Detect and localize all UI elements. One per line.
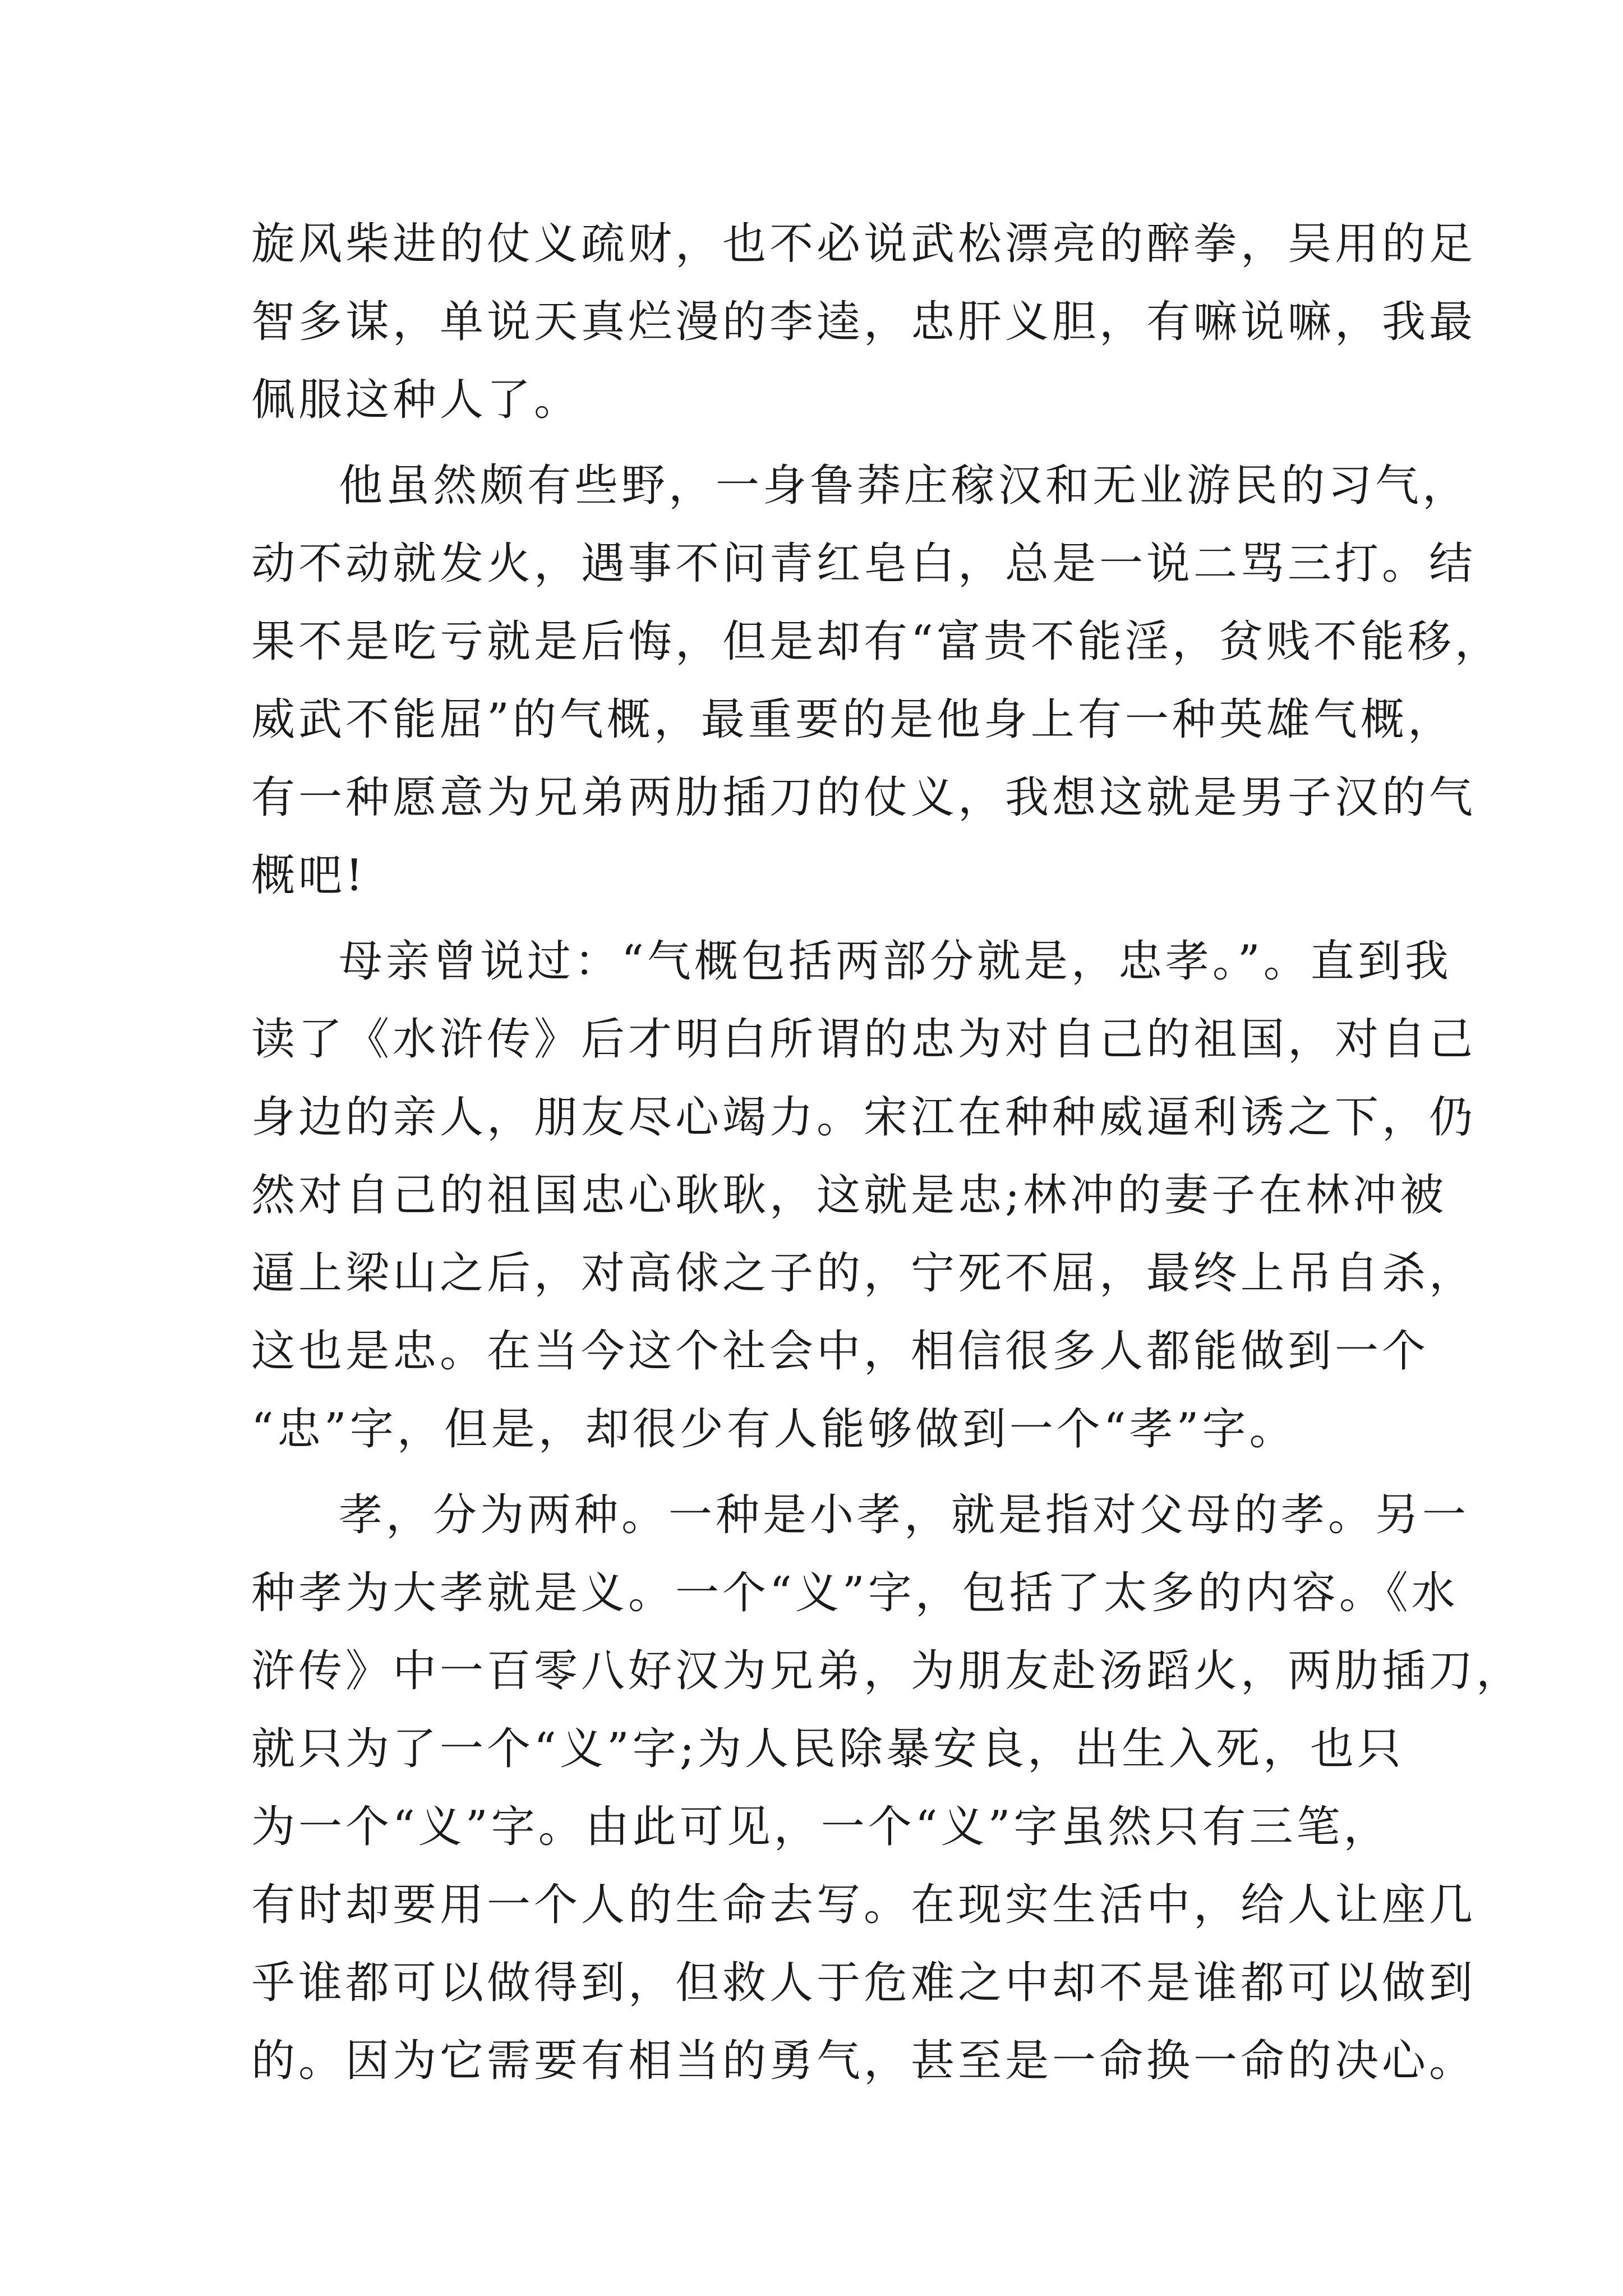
- text-line: 然对自己的祖国忠心耿耿，这就是忠;林冲的妻子在林冲被: [251, 1170, 1447, 1221]
- text-line: 旋风柴进的仗义疏财，也不必说武松漂亮的醉拳，吴用的足: [251, 219, 1477, 269]
- text-line: 智多谋，单说天真烂漫的李逵，忠肝义胆，有嘛说嘛，我最: [251, 297, 1477, 347]
- text-line: 孝，分为两种。一种是小孝，就是指对父母的孝。另一: [339, 1490, 1470, 1540]
- text-line: 概吧!: [251, 850, 367, 901]
- text-line: 佩服这种人了。: [251, 375, 582, 425]
- paragraph-3: [251, 923, 1477, 1469]
- text-line: 果不是吃亏就是后悔，但是却有“富贵不能淫，贫贱不能移，: [251, 616, 1502, 667]
- text-line: 乎谁都可以做得到，但救人于危难之中却不是谁都可以做到: [251, 1958, 1477, 2008]
- paragraph-2: [251, 447, 1502, 915]
- text-line: 有一种愿意为兄弟两肋插刀的仗义，我想这就是男子汉的气: [251, 772, 1477, 823]
- text-line: “忠”字，但是，却很少有人能够做到一个“孝”字。: [251, 1404, 1297, 1455]
- text-line: 浒传》中一百零八好汉为兄弟，为朋友赴汤蹈火，两肋插刀，: [251, 1646, 1524, 1696]
- text-line: 他虽然颇有些野，一身鲁莽庄稼汉和无业游民的习气，: [339, 461, 1470, 511]
- paragraph-4: [251, 1476, 1524, 2100]
- text-line: 动不动就发火，遇事不问青红皂白，总是一说二骂三打。结: [251, 539, 1477, 589]
- text-line: 威武不能屈”的气概，最重要的是他身上有一种英雄气概，: [251, 694, 1455, 745]
- text-line: 读了《水浒传》后才明白所谓的忠为对自己的祖国，对自己: [251, 1014, 1477, 1065]
- text-line: 的。因为它需要有相当的勇气，甚至是一命换一命的决心。: [251, 2036, 1477, 2086]
- text-line: 身边的亲人，朋友尽心竭力。宋江在种种威逼利诱之下，仍: [251, 1092, 1477, 1143]
- paragraph-1: [251, 205, 1477, 439]
- text-line: 种孝为大孝就是义。一个“义”字，包括了太多的内容。《水: [251, 1568, 1459, 1618]
- text-line: 为一个“义”字。由此可见，一个“义”字虽然只有三笔，: [251, 1802, 1391, 1852]
- text-line: 这也是忠。在当今这个社会中，相信很多人都能做到一个: [251, 1326, 1430, 1377]
- body-text: [251, 205, 1524, 2100]
- text-line: 就只为了一个“义”字;为人民除暴安良，出生入死，也只: [251, 1724, 1405, 1774]
- text-line: 母亲曾说过：“气概包括两部分就是，忠孝。”。直到我: [339, 936, 1452, 987]
- text-line: 有时却要用一个人的生命去写。在现实生活中，给人让座几: [251, 1880, 1477, 1930]
- text-line: 逼上梁山之后，对高俅之子的，宁死不屈，最终上吊自杀，: [251, 1248, 1477, 1299]
